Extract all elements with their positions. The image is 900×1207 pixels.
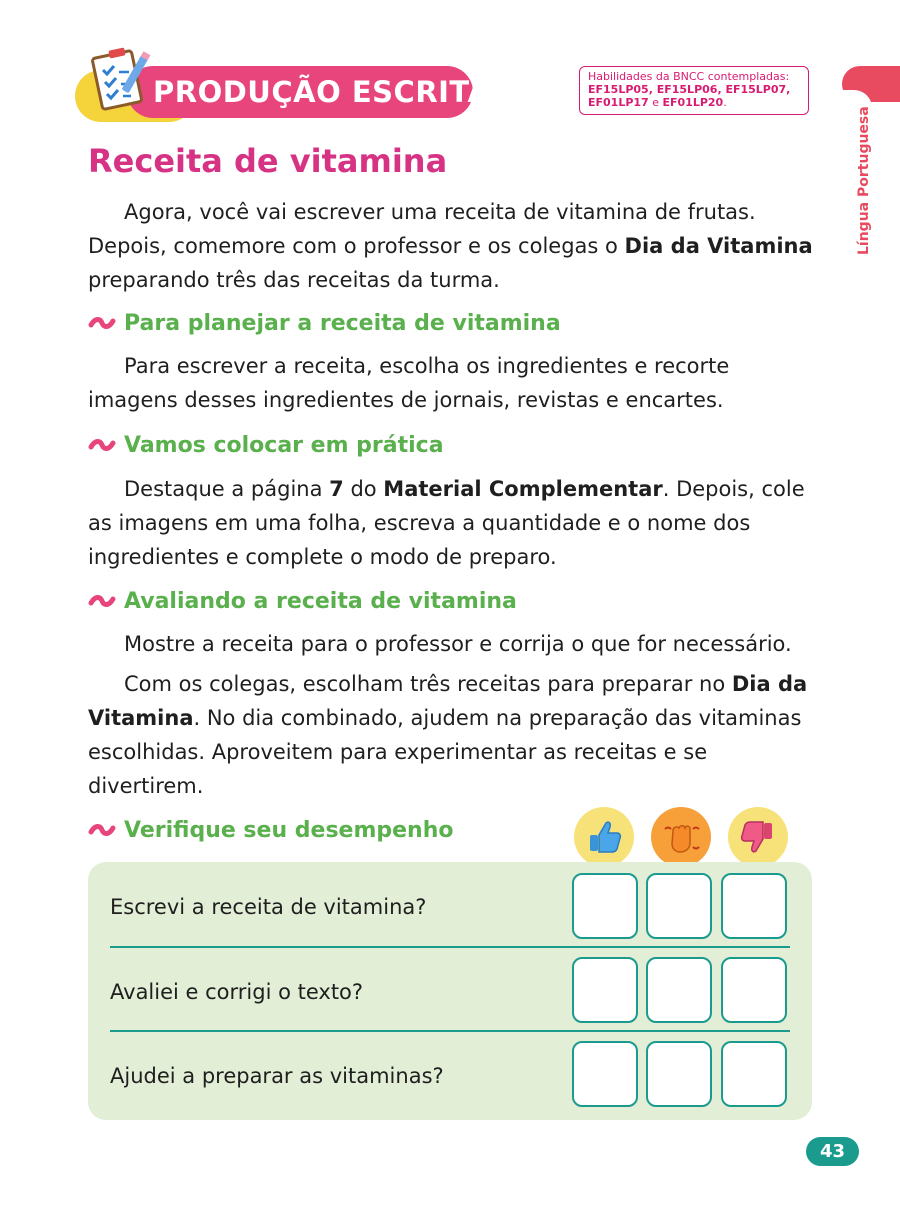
- section-banner: [75, 44, 491, 126]
- plan-paragraph: Para escrever a receita, escolha os ingredientes e recorte imagens desses ingredientes de jornais, revistas e encartes.: [88, 354, 730, 412]
- row-divider: [110, 1030, 790, 1032]
- thumbs-down-icon: [728, 807, 788, 867]
- section-heading-practice: Vamos colocar em prática: [88, 430, 444, 460]
- checklist-question: Avaliei e corrigi o texto?: [110, 980, 364, 1004]
- fist-icon: [651, 807, 711, 867]
- clipboard-pencil-icon: [85, 44, 155, 114]
- checkbox-good-row3[interactable]: [572, 1041, 638, 1107]
- squiggle-icon: [88, 316, 116, 330]
- thumbs-up-icon: [574, 807, 634, 867]
- checkbox-good-row1[interactable]: [572, 873, 638, 939]
- checkbox-good-row2[interactable]: [572, 957, 638, 1023]
- page-title: Receita de vitamina: [88, 142, 448, 180]
- intro-paragraph: Agora, você vai escrever uma receita de vitamina de frutas. Depois, comemore com o professor e os colegas o Dia da Vitamina preparando três das receitas da turma.: [88, 200, 813, 292]
- checkbox-bad-row2[interactable]: [721, 957, 787, 1023]
- section-heading-plan: Para planejar a receita de vitamina: [88, 308, 561, 338]
- bncc-codes-line2: EF01LP17 e EF01LP20.: [588, 96, 727, 109]
- squiggle-icon: [88, 594, 116, 608]
- checkbox-bad-row3[interactable]: [721, 1041, 787, 1107]
- checkbox-ok-row2[interactable]: [646, 957, 712, 1023]
- bncc-skills-box: [579, 66, 809, 115]
- checklist-question: Escrevi a receita de vitamina?: [110, 895, 427, 919]
- page-number: 43: [806, 1137, 859, 1166]
- practice-paragraph: Destaque a página 7 do Material Complementar. Depois, cole as imagens em uma folha, escreva a quantidade e o nome dos ingredientes e complete o modo de preparo.: [88, 477, 805, 569]
- section-heading-check: Verifique seu desempenho: [88, 815, 453, 845]
- evaluate-paragraph-2: Com os colegas, escolham três receitas para preparar no Dia da Vitamina. No dia combinado, ajudem na preparação das vitaminas escolhidas. Aproveitem para experimentar as receitas e se divertirem.: [88, 672, 808, 798]
- bncc-label: Habilidades da BNCC contempladas:: [588, 70, 790, 83]
- checkbox-ok-row3[interactable]: [646, 1041, 712, 1107]
- checkbox-ok-row1[interactable]: [646, 873, 712, 939]
- evaluate-paragraph-1: Mostre a receita para o professor e corrija o que for necessário.: [124, 632, 792, 656]
- checklist-question: Ajudei a preparar as vitaminas?: [110, 1064, 444, 1088]
- banner-title: PRODUÇÃO ESCRITA: [153, 75, 491, 109]
- section-heading-evaluate: Avaliando a receita de vitamina: [88, 586, 517, 616]
- squiggle-icon: [88, 438, 116, 452]
- squiggle-icon: [88, 823, 116, 837]
- subject-label: Língua Portuguesa: [856, 106, 872, 255]
- bncc-codes-line1: EF15LP05, EF15LP06, EF15LP07,: [588, 83, 791, 96]
- checkbox-bad-row1[interactable]: [721, 873, 787, 939]
- row-divider: [110, 946, 790, 948]
